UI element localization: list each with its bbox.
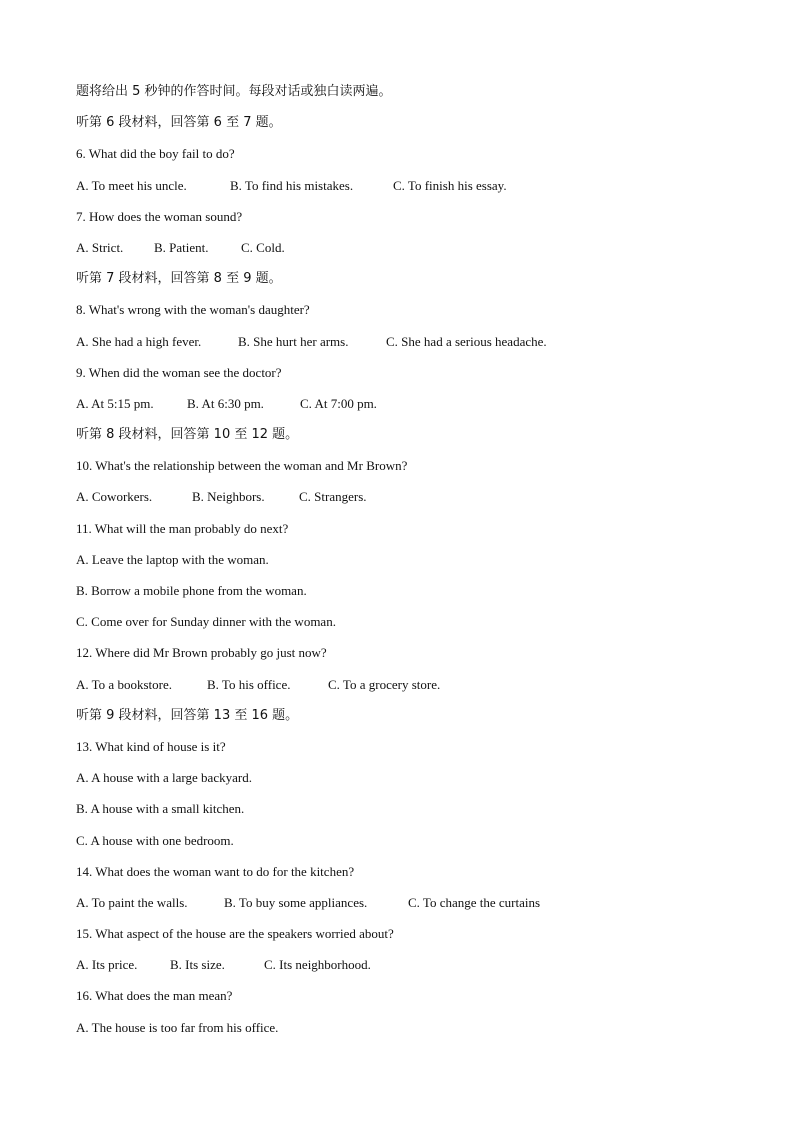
section-heading-6: 听第 6 段材料，回答第 6 至 7 题。 <box>76 115 282 131</box>
option-6b: B. To find his mistakes. <box>230 177 354 193</box>
question-9: 9. When did the woman see the doctor? <box>76 364 282 380</box>
section-heading-7: 听第 7 段材料，回答第 8 至 9 题。 <box>76 271 282 287</box>
options-row-9 <box>76 394 736 425</box>
question-7: 7. How does the woman sound? <box>76 208 243 224</box>
question-10: 10. What's the relationship between the woman and Mr Brown? <box>76 458 408 474</box>
option-12a: A. To a bookstore. <box>76 676 172 692</box>
question-12: 12. Where did Mr Brown probably go just now? <box>76 645 327 661</box>
options-row-14 <box>76 893 736 924</box>
option-15c: C. Its neighborhood. <box>264 957 371 973</box>
option-9c: C. At 7:00 pm. <box>300 395 377 411</box>
instruction-text: 题将给出 5 秒钟的作答时间。每段对话或独白读两遍。 <box>76 84 392 99</box>
options-row-6 <box>76 176 736 207</box>
option-15a: A. Its price. <box>76 957 138 973</box>
option-10c: C. Strangers. <box>299 489 367 505</box>
option-9b: B. At 6:30 pm. <box>187 395 264 411</box>
option-13c: C. A house with one bedroom. <box>76 832 234 848</box>
option-7a: A. Strict. <box>76 239 124 255</box>
question-14: 14. What does the woman want to do for the kitchen? <box>76 863 355 879</box>
option-12b: B. To his office. <box>207 676 291 692</box>
section-heading-9: 听第 9 段材料，回答第 13 至 16 题。 <box>76 707 299 723</box>
option-10a: A. Coworkers. <box>76 489 153 505</box>
options-row-7 <box>76 238 736 269</box>
option-13b: B. A house with a small kitchen. <box>76 801 245 817</box>
option-8c: C. She had a serious headache. <box>386 333 547 349</box>
option-11b: B. Borrow a mobile phone from the woman. <box>76 583 307 598</box>
question-15: 15. What aspect of the house are the speakers worried about? <box>76 926 394 942</box>
options-row-12 <box>76 675 736 706</box>
option-8a: A. She had a high fever. <box>76 333 202 349</box>
options-row-15 <box>76 955 736 986</box>
option-15b: B. Its size. <box>170 957 225 973</box>
option-11c: C. Come over for Sunday dinner with the woman. <box>76 614 336 630</box>
section-heading-8: 听第 8 段材料，回答第 10 至 12 题。 <box>76 427 299 443</box>
question-6: 6. What did the boy fail to do? <box>76 146 235 162</box>
option-13a: A. A house with a large backyard. <box>76 770 252 786</box>
option-6a: A. To meet his uncle. <box>76 177 187 193</box>
option-9a: A. At 5:15 pm. <box>76 395 154 411</box>
option-14b: B. To buy some appliances. <box>224 894 368 910</box>
option-10b: B. Neighbors. <box>192 489 265 505</box>
option-14a: A. To paint the walls. <box>76 894 188 910</box>
option-14c: C. To change the curtains <box>408 894 541 910</box>
option-6c: C. To finish his essay. <box>393 177 507 193</box>
option-8b: B. She hurt her arms. <box>238 333 349 349</box>
options-row-8 <box>76 332 736 363</box>
question-11: 11. What will the man probably do next? <box>76 520 289 536</box>
exam-page <box>76 82 736 1049</box>
option-11a: A. Leave the laptop with the woman. <box>76 551 269 567</box>
question-16: 16. What does the man mean? <box>76 988 233 1004</box>
option-7c: C. Cold. <box>241 239 285 255</box>
option-7b: B. Patient. <box>154 239 209 255</box>
option-16a: A. The house is too far from his office. <box>76 1019 279 1035</box>
question-13: 13. What kind of house is it? <box>76 738 226 754</box>
option-12c: C. To a grocery store. <box>328 676 441 692</box>
options-row-10 <box>76 487 736 518</box>
question-8: 8. What's wrong with the woman's daughter? <box>76 302 310 318</box>
